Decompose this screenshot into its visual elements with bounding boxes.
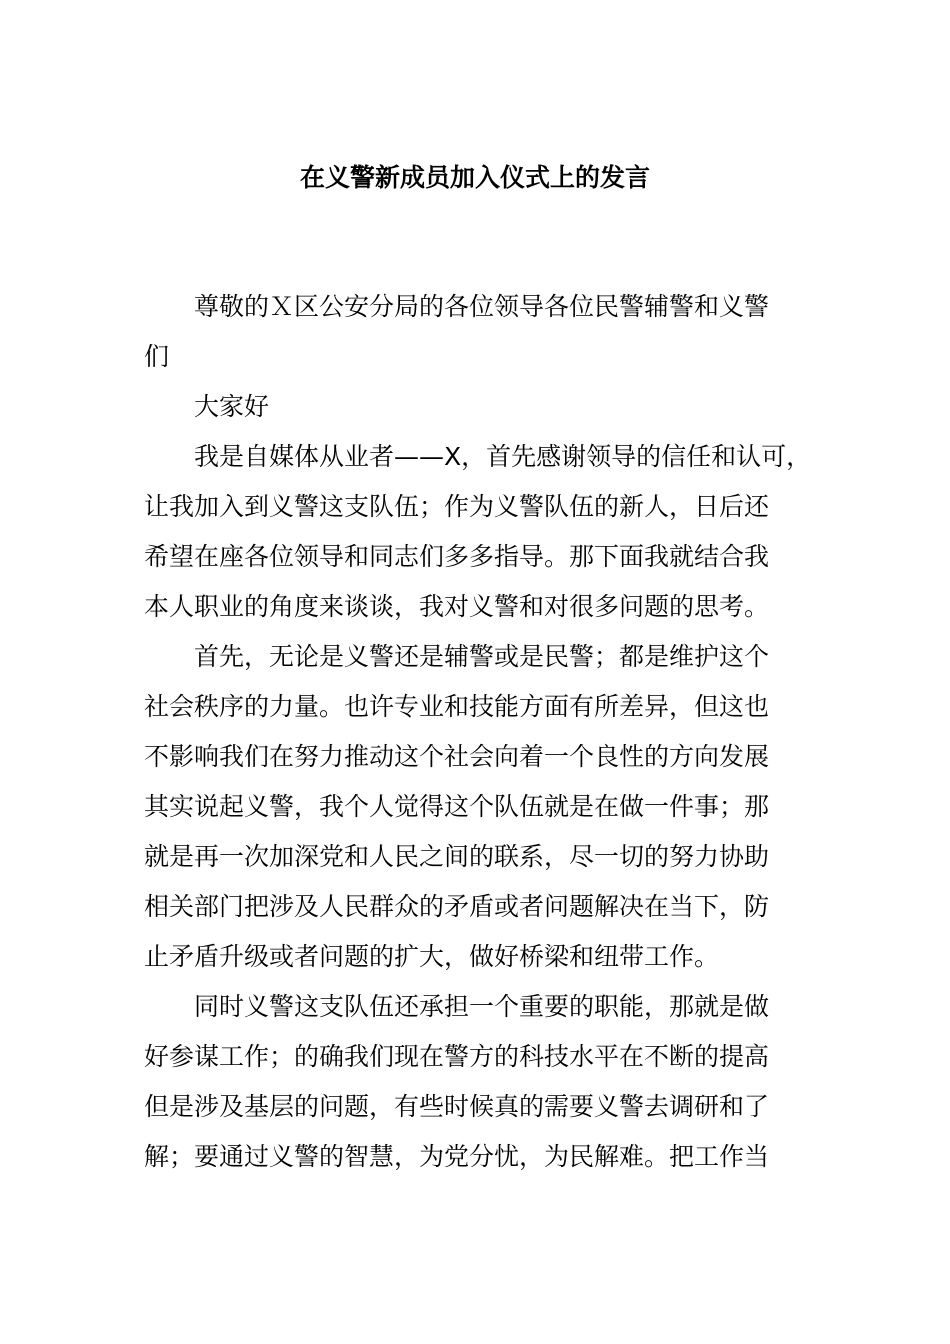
text-line: 解；要通过义警的智慧，为党分忧，为民解难。把工作当 <box>144 1142 770 1171</box>
text-line: 本人职业的角度来谈谈，我对义警和对很多问题的思考。 <box>144 592 770 621</box>
text-line: 希望在座各位领导和同志们多多指导。那下面我就结合我 <box>144 542 770 571</box>
text-line: 不影响我们在努力推动这个社会向着一个良性的方向发展 <box>144 742 770 771</box>
text-line: 但是涉及基层的问题，有些时候真的需要义警去调研和了 <box>144 1092 770 1121</box>
text-line: 我是自媒体从业者——X，首先感谢领导的信任和认可， <box>194 442 812 471</box>
text-line: 让我加入到义警这支队伍；作为义警队伍的新人，日后还 <box>144 492 770 521</box>
text-line: 就是再一次加深党和人民之间的联系，尽一切的努力协助 <box>144 842 770 871</box>
text-line: 其实说起义警，我个人觉得这个队伍就是在做一件事；那 <box>144 792 770 821</box>
text-line: 首先，无论是义警还是辅警或是民警；都是维护这个 <box>194 642 770 671</box>
text-line: 好参谋工作；的确我们现在警方的科技水平在不断的提高 <box>144 1042 770 1071</box>
document-body <box>144 282 812 1182</box>
text-line: 们 <box>144 342 170 371</box>
text-line: 同时义警这支队伍还承担一个重要的职能，那就是做 <box>194 992 770 1021</box>
text-line: 相关部门把涉及人民群众的矛盾或者问题解决在当下，防 <box>144 892 770 921</box>
document-title: 在义警新成员加入仪式上的发言 <box>299 163 650 192</box>
text-line: 大家好 <box>194 392 270 421</box>
text-line: 止矛盾升级或者问题的扩大，做好桥梁和纽带工作。 <box>144 942 720 971</box>
text-line: 尊敬的Ｘ区公安分局的各位领导各位民警辅警和义警 <box>194 292 770 321</box>
text-line: 社会秩序的力量。也许专业和技能方面有所差异，但这也 <box>144 692 770 721</box>
